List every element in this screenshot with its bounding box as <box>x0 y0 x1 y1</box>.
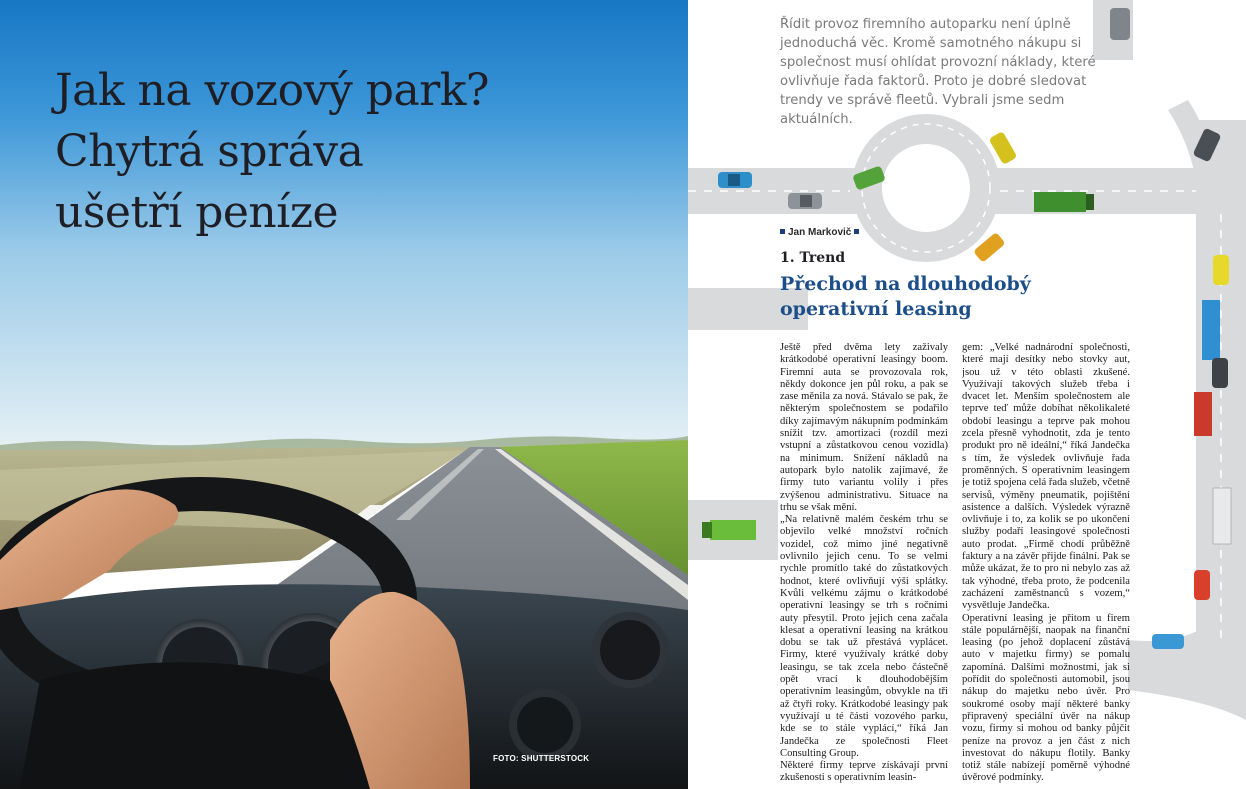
truck-red-icon <box>1194 392 1212 436</box>
car-black-icon <box>1212 358 1228 388</box>
section-heading-line: Přechod na dlouhodobý <box>780 273 1031 295</box>
photo-credit: FOTO: SHUTTERSTOCK <box>493 754 590 763</box>
article-column-1 <box>780 342 948 789</box>
car-lightblue-icon <box>1152 634 1184 649</box>
car-silver-icon <box>788 193 822 209</box>
truck-white-icon <box>1213 488 1231 544</box>
paragraph: Některé firmy teprve získávají první zkušenosti s operativním leasin- <box>780 760 948 784</box>
byline <box>780 227 859 238</box>
article-column-2 <box>962 342 1130 789</box>
truck-green-icon <box>1034 192 1094 212</box>
paragraph: gem: „Velké nadnárodní společnosti, které mají desítky nebo stovky aut, jsou už v této oblasti zkušené. Využívají takových služeb třeba i dvacet let. Menším společnostem ale teprve teď může dobíhat několikaleté období leasingu a teprve pak mohou zcela přesně vyhodnotit, zda je tento produkt pro ně ideální,“ říká Jandečka s tím, že výsledek ovlivňuje řada proměnných. S operativním leasingem je totiž spojena celá řada služeb, včetně servisů, výměny pneumatik, pojištění asistence a dalších. Výsledek výrazně ovlivňuje i to, za kolik se po ukončení služby podaří leasingové společnosti auto prodat. „Firmě chodí průběžně faktury a na závěr přijde finální. Pak se může ukázat, že to pro ni nebylo zas až tak výhodné, třeba proto, že podcenila zacházení zaměstnanců s vozem,“ vysvětluje Jandečka. <box>962 342 1130 612</box>
headline <box>55 60 489 243</box>
headline-line: Jak na vozový park? <box>55 65 489 116</box>
paragraph: „Na relativně malém českém trhu se objevilo velké množství ročních vozidel, což mimo jiné negativně ovlivnilo jejich cenu. To se velmi rychle promítlo také do zůstatkových hodnot, které ovlivňují výši splátky. Kvůli velkému zájmu o krátkodobé operativní leasingy se trh s ročními auty přesytil. Proto jejich cena začala klesat a operativní leasing na krátkou dobu se tak už přestává vyplácet. Firmy, které využívaly krátké doby leasingu, se tak zcela nebo částečně opět vrací k dlouhodobějším operativním leasingům, obvykle na tři až čtyři roky. Krátkodobé leasingy pak využívají u té části vozového parku, kde se to stále vyplácí,“ říká Jan Jandečka ze společnosti Fleet Consulting Group. <box>780 514 948 759</box>
byline-square-icon <box>780 229 785 234</box>
paragraph: Operativní leasing je přitom u firem stále populárnější, naopak na finanční leasing (po jehož doplacení zůstává auto v majetku firmy) se pomalu zapomíná. Dalšími možnostmi, jak si pořídit do společnosti automobil, jsou nákup do majetku nebo úvěr. Pro soukromé osoby mají některé banky připravený speciální úvěr na nákup vozu, firmy si mohou od banky půjčit peníze na provoz a jen část z nich investovat do nákupu flotily. Banky totiž stále nabízejí poměrně výhodné úvěrové podmínky. <box>962 612 1130 784</box>
section-heading-line: operativní leasing <box>780 298 972 320</box>
byline-square-icon <box>854 229 859 234</box>
intro-text: Řídit provoz firemního autoparku není úplně jednoduchá věc. Kromě samotného nákupu si společnost musí ohlídat provozní náklady, které ovlivňuje řada faktorů. Proto je dobré sledovat trendy ve správě fleetů. Vybrali jsme sedm aktuálních. <box>780 17 1096 127</box>
paragraph: Ještě před dvěma lety zaživaly krátkodobé operativní leasingy boom. Firemní auta se provozovala rok, někdy dokonce jen půl roku, a pak se zase měnila za nová. Stávalo se pak, že některým společnostem se podařilo díky zajímavým nákupním podmínkám snížit tzv. amortizaci (rozdíl mezi vstupní a zůstatkovou cenou vozidla) na minimum. Snížení nákladů na autopark bylo natolik zajímavé, že firmy tuto variantu volily i přes zvýšenou administrativu. Situace na trhu se však mění. <box>780 342 948 513</box>
truck-lime-icon <box>702 520 756 540</box>
trend-label: 1. Trend <box>780 250 846 266</box>
car-yellow2-icon <box>1213 255 1229 285</box>
truck-blue-icon <box>1202 300 1220 360</box>
headline-line: Chytrá správa <box>55 126 364 177</box>
section-heading <box>780 272 1031 322</box>
author-name: Jan Markovič <box>788 227 852 238</box>
car-red-icon <box>1194 570 1210 600</box>
headline-line: ušetří peníze <box>55 187 339 238</box>
car-blue-icon <box>718 172 752 188</box>
